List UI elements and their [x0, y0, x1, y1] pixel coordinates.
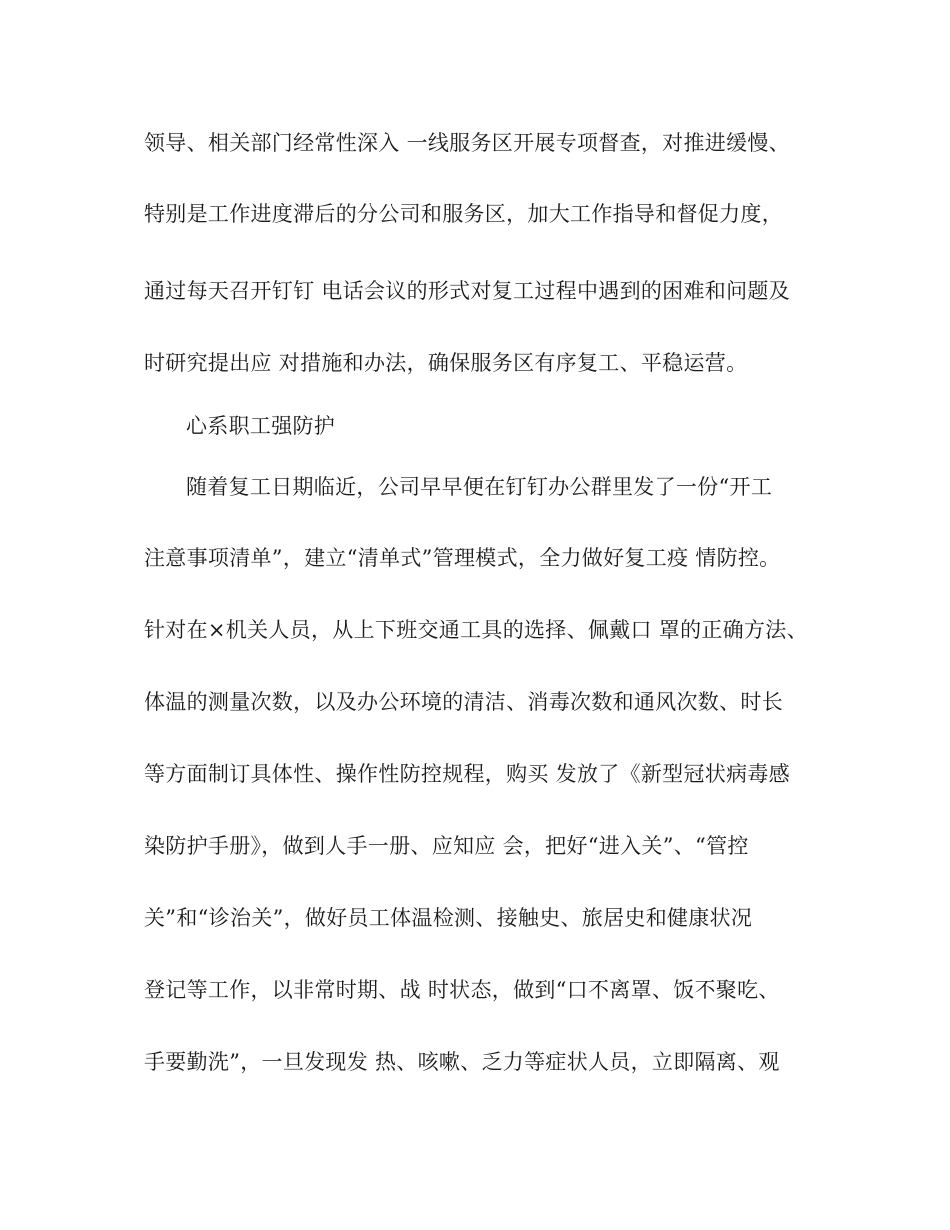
paragraph-line-7: 针对在×机关人员，从上下班交通工具的选择、佩戴口 罩的正确方法、: [144, 618, 808, 642]
paragraph-line-3: 通过每天召开钉钉 电话会议的形式对复工过程中遇到的困难和问题及: [144, 279, 790, 303]
paragraph-line-6: 注意事项清单”，建立“清单式”管理模式，全力做好复工疫 情防控。: [144, 546, 781, 570]
paragraph-line-1: 领导、相关部门经常性深入 一线服务区开展专项督查，对推进缓慢、: [144, 131, 790, 155]
paragraph-line-10: 染防护手册》，做到人手一册、应知应 会，把好“进入关”、“管控: [144, 834, 749, 858]
paragraph-line-4: 时研究提出应 对措施和办法，确保服务区有序复工、平稳运营。: [144, 351, 748, 375]
paragraph-line-13: 手要勤洗”，一旦发现发 热、咳嗽、乏力等症状人员，立即隔离、观: [144, 1050, 780, 1074]
paragraph-line-9: 等方面制订具体性、操作性防控规程，购买 发放了《新型冠状病毒感: [144, 762, 790, 786]
paragraph-line-5: 随着复工日期临近，公司早早便在钉钉办公群里发了一份“开工: [186, 475, 773, 499]
paragraph-line-11: 关”和“诊治关”，做好员工体温检测、接触史、旅居史和健康状况: [144, 906, 753, 930]
paragraph-line-8: 体温的测量次数，以及办公环境的清洁、消毒次数和通风次数、时长: [144, 690, 783, 714]
paragraph-line-12: 登记等工作，以非常时期、战 时状态，做到“口不离罩、饭不聚吃、: [144, 978, 780, 1002]
section-heading: 心系职工强防护: [186, 414, 336, 438]
paragraph-line-2: 特别是工作进度滞后的分公司和服务区，加大工作指导和督促力度，: [144, 202, 783, 226]
